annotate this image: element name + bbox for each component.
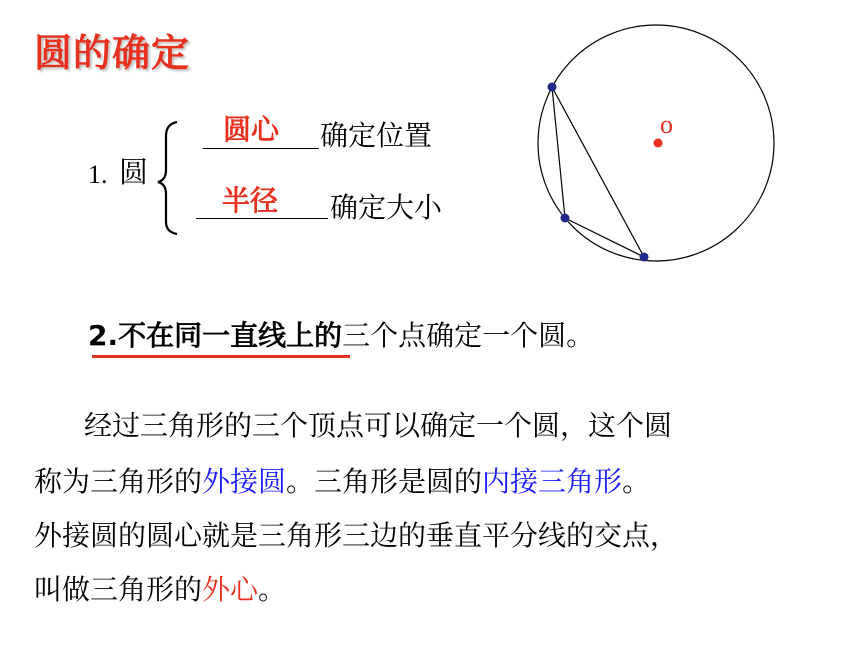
text-segment: 。 [258,573,287,606]
center-label: o [660,110,673,139]
vertex-c [640,253,649,262]
term-circumcircle: 外接圆 [202,465,287,498]
item1-number: 1. [88,160,108,189]
text-segment: 。 [622,465,651,498]
curly-brace [158,122,177,234]
center-point [654,139,663,148]
paragraph-line-4 [34,568,286,608]
red-underline [92,355,350,358]
paragraph-line-2 [34,460,650,500]
text-segment: 称为三角形的 [34,465,203,498]
blank-line-1 [203,148,319,149]
answer-center: 圆心 [223,113,280,146]
slide-title: 圆的确定 [34,31,191,75]
row2-text: 确定大小 [330,191,443,224]
term-circumcenter: 外心 [202,573,259,606]
text-segment: 。三角形是圆的 [286,465,483,498]
paragraph-line-3: 外接圆的圆心就是三角形三边的垂直平分线的交点， [34,519,679,552]
paragraph-line-1: 经过三角形的三个顶点可以确定一个圆，这个圆 [84,409,673,442]
term-inscribed-triangle: 内接三角形 [482,465,623,498]
inscribed-triangle [552,87,644,257]
text-segment: 叫做三角形的 [34,573,203,606]
vertex-b [561,214,570,223]
item2-rest-text: 三个点确定一个圆。 [342,319,595,352]
item2-statement [88,314,594,354]
answer-radius: 半径 [222,184,279,217]
item1-word: 圆 [119,155,149,189]
item2-bold-text: 2.不在同一直线上的 [88,319,343,352]
row1-text: 确定位置 [320,119,433,152]
vertex-a [548,83,557,92]
